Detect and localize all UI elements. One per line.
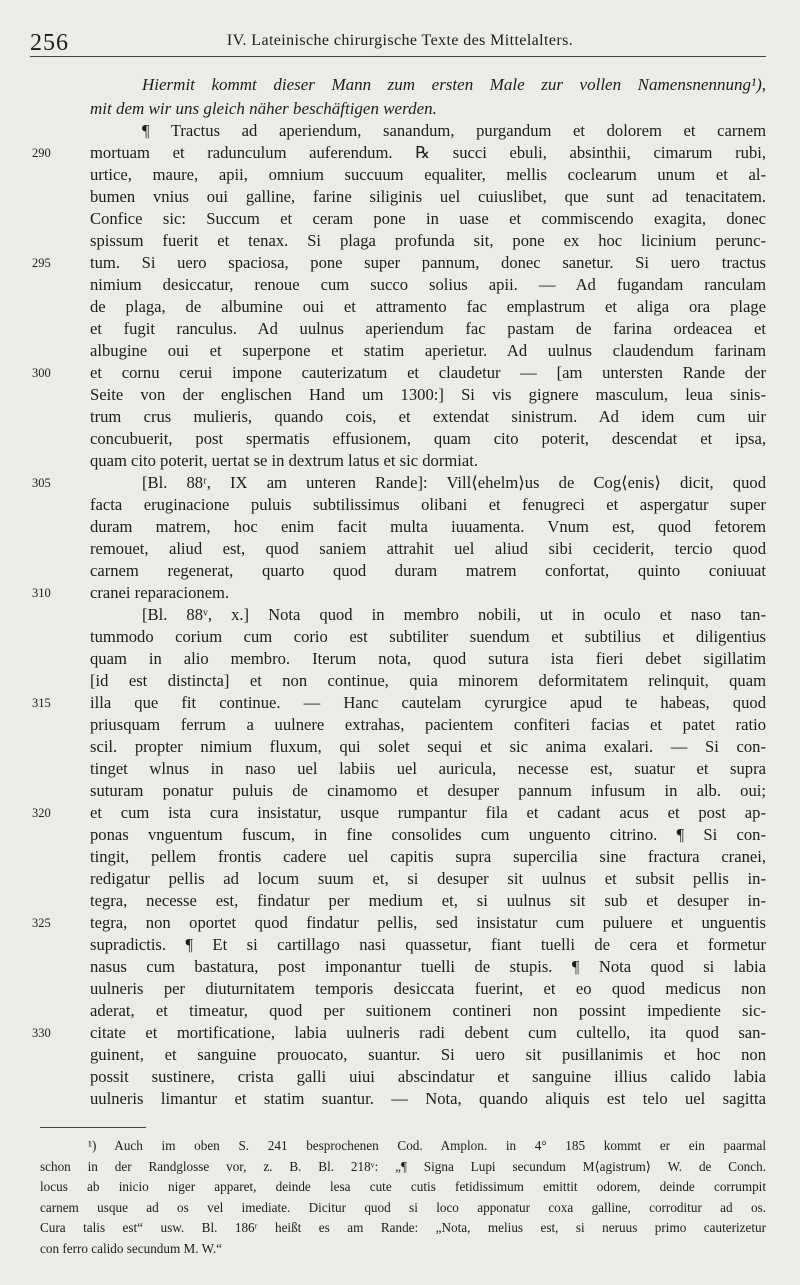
text-line: illa que fit continue. — Hanc cautelam cyrurgice apud te habeas, quod (90, 693, 766, 712)
text-line: ponas vnguentum fuscum, in fine consolides cum unguento citrino. ¶ Si con- (90, 825, 766, 844)
page-number: 256 (30, 30, 69, 56)
text-line: mortuam et radunculum auferendum. ℞ succi ebuli, absinthii, cimarum rubi, (90, 143, 766, 162)
footnote-line: con ferro calido secundum M. W.“ (40, 1240, 223, 1256)
intro-line: mit dem wir uns gleich näher beschäftigen werden. (90, 99, 437, 118)
text-line: nasus cum bastatura, post imponantur tuelli de stupis. ¶ Nota quod si labia (90, 957, 766, 976)
text-line: scil. propter nimium fluxum, qui solet sequi et sic anima exalari. — Si con- (90, 737, 766, 756)
text-line: albugine oui et superpone et statim aperietur. Ad uulnus claudendum farinam (90, 341, 766, 360)
text-line: quam in alio membro. Iterum nota, quod sutura ista fieri debet sigillatim (90, 649, 766, 668)
line-number: 295 (32, 256, 51, 270)
footnote-line: locus ab inicio niger apparet, deinde lesa cute cutis fetidissimum emittit odorem, deinde corrumpit (40, 1179, 766, 1194)
text-line: possit sustinere, crista galli uiui abscindatur et sanguine illius calido labia (90, 1067, 766, 1086)
text-line: trum crus mulieris, quando cois, et extendat sinistrum. Ad idem cum uir (90, 407, 766, 426)
text-line: remouet, aliud est, quod saniem attrahit uel aliud sibi ceciderit, tercio quod (90, 539, 766, 558)
text-line: priusquam ferrum a uulnere extrahas, pacientem confiteri facias et patet ratio (90, 715, 766, 734)
text-line: uulneris per diuturnitatem temporis desiccata fuerint, et eo quod medicus non (90, 979, 766, 998)
text-line: de plaga, de albumine oui et attramento fac emplastrum et aliga ora plage (90, 297, 766, 316)
text-line: aderat, et timeatur, quod per suitionem contineri non possint impediente sic- (90, 1001, 766, 1020)
line-number: 290 (32, 146, 51, 160)
footnote-line: carnem usque ad os vel imediate. Dicitur quod si loco apponatur coxa galline, corroditur ad os. (40, 1199, 766, 1215)
text-line: tummodo corium cum corio est subtiliter suendum et subtilius et diligentius (90, 627, 766, 646)
footnote-line: Cura talis est“ usw. Bl. 186ʳ heißt es am Rande: „Nota, melius est, si neruus primo cauterizetur (40, 1220, 766, 1235)
line-number: 315 (32, 696, 51, 710)
text-line: et fugit ranculus. Ad uulnus aperiendum fac pastam de farina ordeacea et (90, 319, 766, 338)
line-number: 320 (32, 806, 51, 820)
line-number: 325 (32, 916, 51, 930)
text-line: [Bl. 88ʳ, IX am unteren Rande]: Vill⟨ehelm⟩us de Cog⟨enis⟩ dicit, quod (142, 473, 766, 492)
intro-paragraph (90, 73, 766, 121)
text-line: uulneris limantur et statim suantur. — Nota, quando aliquis est telo uel sagitta (90, 1089, 766, 1108)
text-line: redigatur pellis ad locum suum et, si desuper sit uulnus et subsit pellis in- (90, 869, 766, 888)
text-line: carnem regenerat, quarto quod duram matrem confortat, quinto coniuuat (90, 561, 766, 580)
text-line: citate et mortificatione, labia uulneris radi debent cum cultello, ita quod san- (90, 1023, 766, 1042)
text-line: ¶ Tractus ad aperiendum, sanandum, purgandum et dolorem et carnem (142, 121, 766, 140)
footnote-rule (40, 1127, 146, 1128)
page-header (30, 26, 770, 56)
text-line: guinent, et sanguine prouocato, suantur. Si uero sit pusillanimis et hoc non (90, 1045, 766, 1064)
text-line: nimium desiccatur, renoue cum succo solius apii. — Ad fugandam ranculam (90, 275, 766, 294)
footnote-line: schon in der Randglosse vor, z. B. Bl. 218ᵛ: „¶ Signa Lupi secundum M⟨agistrum⟩ W. de Conch. (40, 1158, 766, 1174)
footnote-line: ¹) Auch im oben S. 241 besprochenen Cod. Amplon. in 4° 185 kommt er ein paarmal (88, 1138, 766, 1153)
line-number: 305 (32, 476, 51, 490)
text-line: tingit, pellem frontis cadere uel capitis supra supercilia sine fractura cranei, (90, 847, 766, 866)
running-head: IV. Lateinische chirurgische Texte des Mittelalters. (226, 32, 574, 49)
text-line: cranei reparacionem. (90, 583, 230, 602)
text-line: [id est distincta] et non continue, quia minorem deformitatem relinquit, quam (90, 671, 766, 690)
intro-line: Hiermit kommt dieser Mann zum ersten Male zur vollen Namensnennung¹), (142, 75, 766, 94)
text-line: facta eruginacione puluis subtilissimus olibani et fenugreci et aspergatur super (90, 495, 766, 514)
text-line: [Bl. 88ᵛ, x.] Nota quod in membro nobili, ut in oculo et naso tan- (142, 605, 766, 624)
text-line: concubuerit, post spermatis effusionem, quam cito poterit, descendat et ipsa, (90, 429, 766, 448)
line-number: 330 (32, 1026, 51, 1040)
line-number: 300 (32, 366, 51, 380)
text-line: bumen vnius oui galline, farine siliginis uel cuiuslibet, que sunt ad tenacitatem. (90, 187, 766, 206)
text-line: quam cito poterit, uertat se in dextrum latus et sic dormiat. (90, 451, 479, 470)
line-number: 310 (32, 586, 51, 600)
header-rule (30, 56, 766, 57)
text-line: tum. Si uero spaciosa, pone super pannum, donec sanetur. Si uero tractus (90, 253, 766, 272)
text-line: spissum fuerit et tenax. Si plaga profunda sit, pone ex hoc licinium perunc- (90, 231, 766, 250)
text-line: et cum ista cura insistatur, usque rumpantur fila et cadant acus et post ap- (90, 803, 766, 822)
text-line: urtice, maure, apii, omnium succuum equaliter, mellis coclearum unum et al- (90, 165, 766, 184)
text-line: et cornu cerui impone cauterizatum et claudetur — [am untersten Rande der (90, 363, 766, 382)
text-line: tegra, non oportet quod findatur pellis, sed insistatur cum puluere et unguentis (90, 913, 766, 932)
text-line: tinget wlnus in naso uel labiis uel auricula, necesse est, suatur et supra (90, 759, 766, 778)
text-line: suturam ponatur puluis de cinamomo et desuper pannum infusum in alb. oui; (90, 781, 766, 800)
text-line: Seite von der englischen Hand um 1300:] Si vis gignere masculum, leua sinis- (90, 385, 766, 404)
text-line: duram matrem, hoc enim facit multa iuuamenta. Vnum est, quod fetorem (90, 517, 766, 536)
text-line: supradictis. ¶ Et si cartillago nasi quassetur, fiant tuelli de cera et formetur (90, 935, 766, 954)
text-line: Confice sic: Succum et ceram pone in uase et commiscendo exagita, donec (90, 209, 766, 228)
text-line: tegra, necesse est, findatur per medium et, si uulnus sit sub et desuper in- (90, 891, 766, 910)
